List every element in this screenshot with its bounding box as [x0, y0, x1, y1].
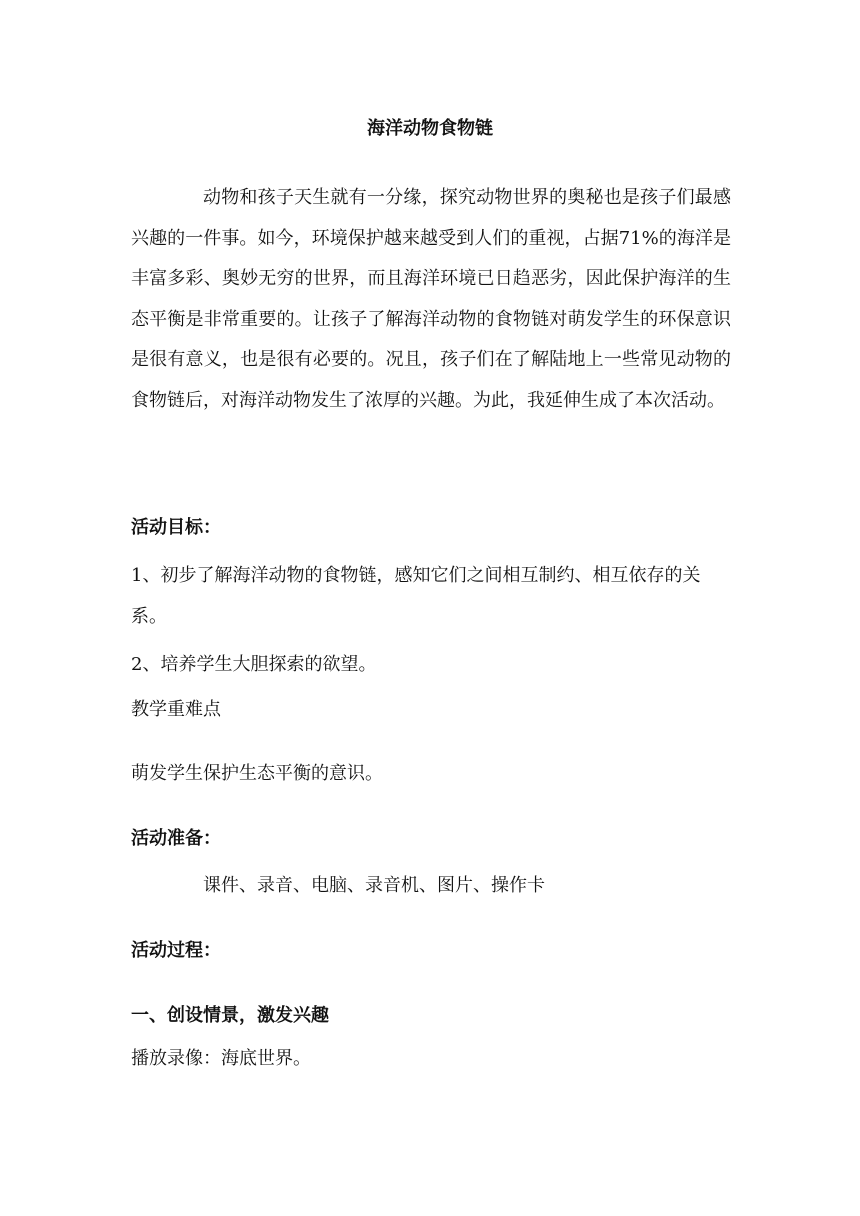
process-heading: 活动过程： — [131, 940, 221, 961]
intro-paragraph: 动物和孩子天生就有一分缘，探究动物世界的奥秘也是孩子们最感兴趣的一件事。如今，环境保护越来越受到人们的重视，占据71%的海洋是丰富多彩、奥妙无穷的世界，而且海洋环境已日趋恶劣，因此保护海洋的生态平衡是非常重要的。让孩子了解海洋动物的食物链对萌发学生的环保意识是很有意义，也是很有必要的。况且，孩子们在了解陆地上一些常见动物的食物链后，对海洋动物发生了浓厚的兴趣。为此，我延伸生成了本次活动。 — [131, 187, 731, 411]
preparation-heading: 活动准备： — [131, 828, 221, 849]
goal-item-1: 1、初步了解海洋动物的食物链，感知它们之间相互制约、相互依存的关系。 — [131, 565, 701, 627]
key-points-text: 萌发学生保护生态平衡的意识。 — [131, 763, 383, 784]
document-title: 海洋动物食物链 — [367, 118, 493, 139]
step-1-text: 播放录像：海底世界。 — [131, 1048, 311, 1069]
preparation-text: 课件、录音、电脑、录音机、图片、操作卡 — [203, 875, 545, 896]
key-points-heading: 教学重难点 — [131, 699, 221, 720]
step-1-heading: 一、创设情景，激发兴趣 — [131, 1005, 329, 1026]
goals-heading: 活动目标： — [131, 517, 221, 538]
goal-item-2: 2、培养学生大胆探索的欲望。 — [131, 654, 377, 675]
